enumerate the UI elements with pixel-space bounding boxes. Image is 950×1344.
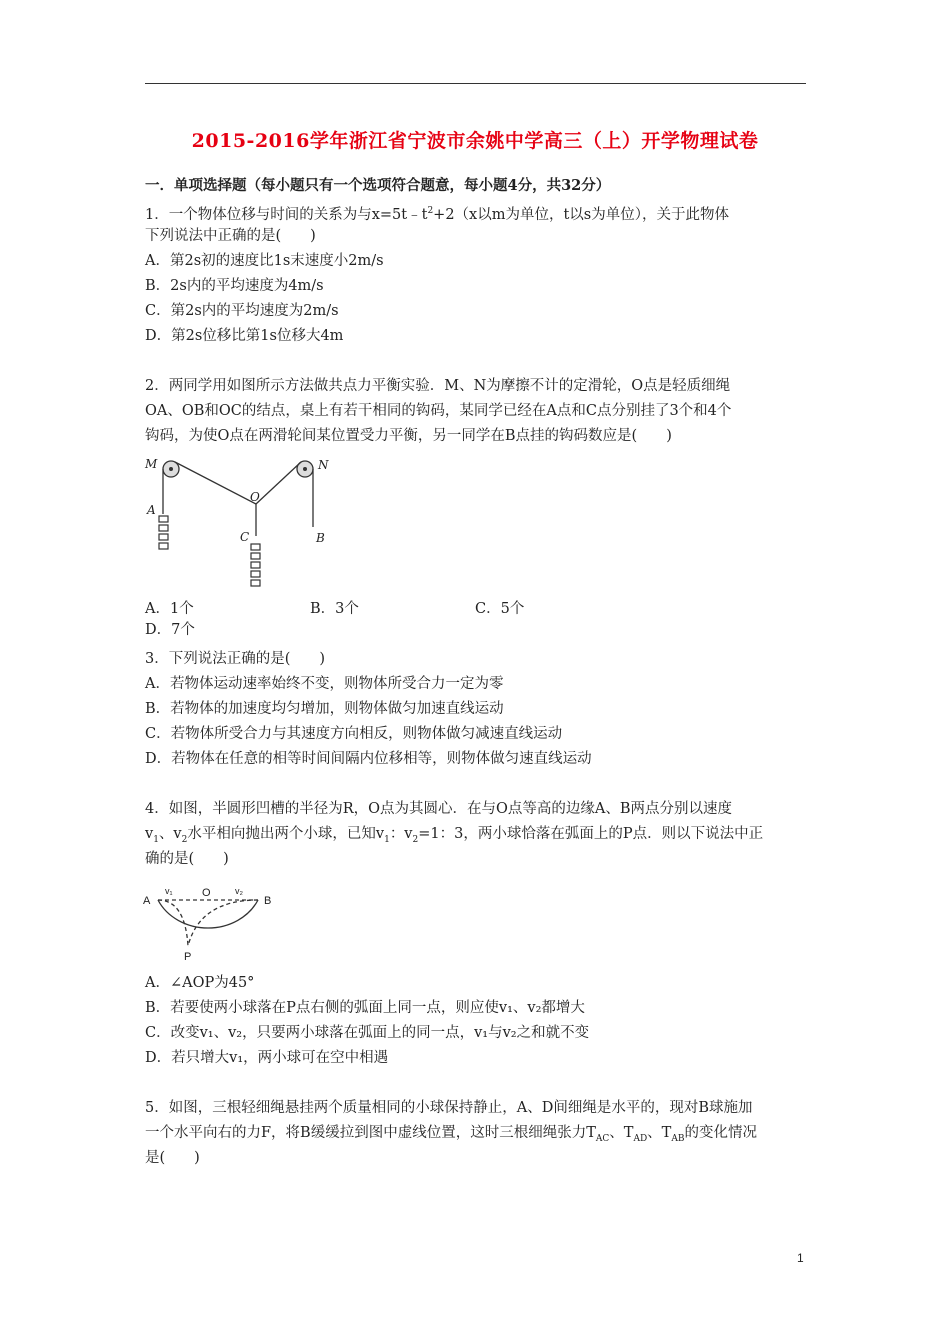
- q2-option-c: C．5个: [475, 601, 525, 617]
- q1-option-b: B．2s内的平均速度为4m/s: [145, 278, 324, 294]
- label-n: N: [318, 458, 329, 472]
- q3-option-c: C．若物体所受合力与其速度方向相反，则物体做匀减速直线运动: [145, 726, 563, 742]
- weights-a: [159, 516, 168, 549]
- q4-stem-line2: $v_1$、$v_2$水平相向抛出两个小球，已知$v_1$：$v_2=1$：3，两小球恰落在弧面上的P点．则以下说法中正: [145, 826, 764, 845]
- q2-option-d: D．7个: [145, 622, 195, 638]
- q1-option-d: D．第2s位移比第1s位移大4m: [145, 328, 344, 344]
- trajectory-2: [188, 900, 258, 946]
- section-heading: 一．单项选择题（每小题只有一个选项符合题意，每小题4分，共32分）: [145, 177, 611, 194]
- label-b: B: [264, 895, 272, 907]
- q5-stem-line3: 是( ): [145, 1150, 200, 1166]
- q3-stem: 3．下列说法正确的是( ): [145, 651, 326, 667]
- label-o: O: [250, 490, 260, 504]
- q4-stem-line3: 确的是( ): [145, 851, 229, 867]
- q5-stem-line2: 一个水平向右的力F，将B缓缓拉到图中虚线位置，这时三根细绳张力$T_{AC}$、$T_{AD}$、$T_{AB}$的变化情况: [145, 1125, 757, 1144]
- q2-stem-line1: 2．两同学用如图所示方法做共点力平衡实验．M、N为摩擦不计的定滑轮，O点是轻质细绳: [145, 378, 731, 394]
- q1-stem-line1: 1．一个物体位移与时间的关系为与$x=5t﹣t^2+2(x$以m为单位，t以s为单位），关于此物体: [145, 206, 729, 223]
- q2-options: [145, 597, 795, 639]
- q5-stem-line1: 5．如图，三根轻细绳悬挂两个质量相同的小球保持静止，A、D间细绳是水平的，现对B球施加: [145, 1100, 753, 1116]
- q3-option-d: D．若物体在任意的相等时间间隔内位移相等，则物体做匀速直线运动: [145, 751, 592, 767]
- header-rule: [145, 83, 806, 84]
- q4-option-d: D．若只增大v₁，两小球可在空中相遇: [145, 1050, 389, 1066]
- label-p: P: [184, 951, 192, 963]
- q4-option-b: B．若要使两小球落在P点右侧的弧面上同一点，则应使v₁、v₂都增大: [145, 1000, 585, 1016]
- q1-option-a: A．第2s初的速度比1s末速度小2m/s: [145, 253, 384, 269]
- label-c: C: [240, 530, 250, 544]
- q2-stem-line2: OA、OB和OC的结点，桌上有若干相同的钩码，某同学已经在A点和C点分别挂了3个和4个: [145, 403, 732, 419]
- label-v1: v₁: [165, 886, 173, 896]
- q2-option-b: B．3个: [310, 601, 359, 617]
- q2-option-a: A．1个: [145, 601, 194, 617]
- label-a: A: [143, 895, 151, 907]
- label-v2: v₂: [235, 886, 243, 896]
- page-number: 1: [797, 1251, 804, 1265]
- weights-c: [251, 544, 260, 586]
- q4-option-a: A．∠AOP为45°: [145, 975, 255, 991]
- q3-option-a: A．若物体运动速率始终不变，则物体所受合力一定为零: [145, 676, 504, 692]
- q2-stem-line3: 钩码，为使O点在两滑轮间某位置受力平衡，另一同学在B点挂的钩码数应是( ): [145, 428, 672, 444]
- q1-option-c: C．第2s内的平均速度为2m/s: [145, 303, 339, 319]
- q1-stem-line2: 下列说法中正确的是( ): [145, 228, 316, 244]
- label-m: M: [145, 457, 158, 471]
- q4-option-c: C．改变v₁、v₂，只要两小球落在弧面上的同一点，v₁与v₂之和就不变: [145, 1025, 590, 1041]
- q3-option-b: B．若物体的加速度均匀增加，则物体做匀加速直线运动: [145, 701, 504, 717]
- q4-stem-line1: 4．如图，半圆形凹槽的半径为R，O点为其圆心．在与O点等高的边缘A、B两点分别以速度: [145, 801, 733, 817]
- label-o: O: [202, 887, 211, 899]
- q2-pulley-figure: [140, 452, 340, 592]
- q4-semicircle-figure: [140, 878, 280, 963]
- page-title: 2015-2016学年浙江省宁波市余姚中学高三（上）开学物理试卷: [191, 130, 759, 152]
- label-a: A: [147, 503, 156, 517]
- label-b: B: [316, 531, 325, 545]
